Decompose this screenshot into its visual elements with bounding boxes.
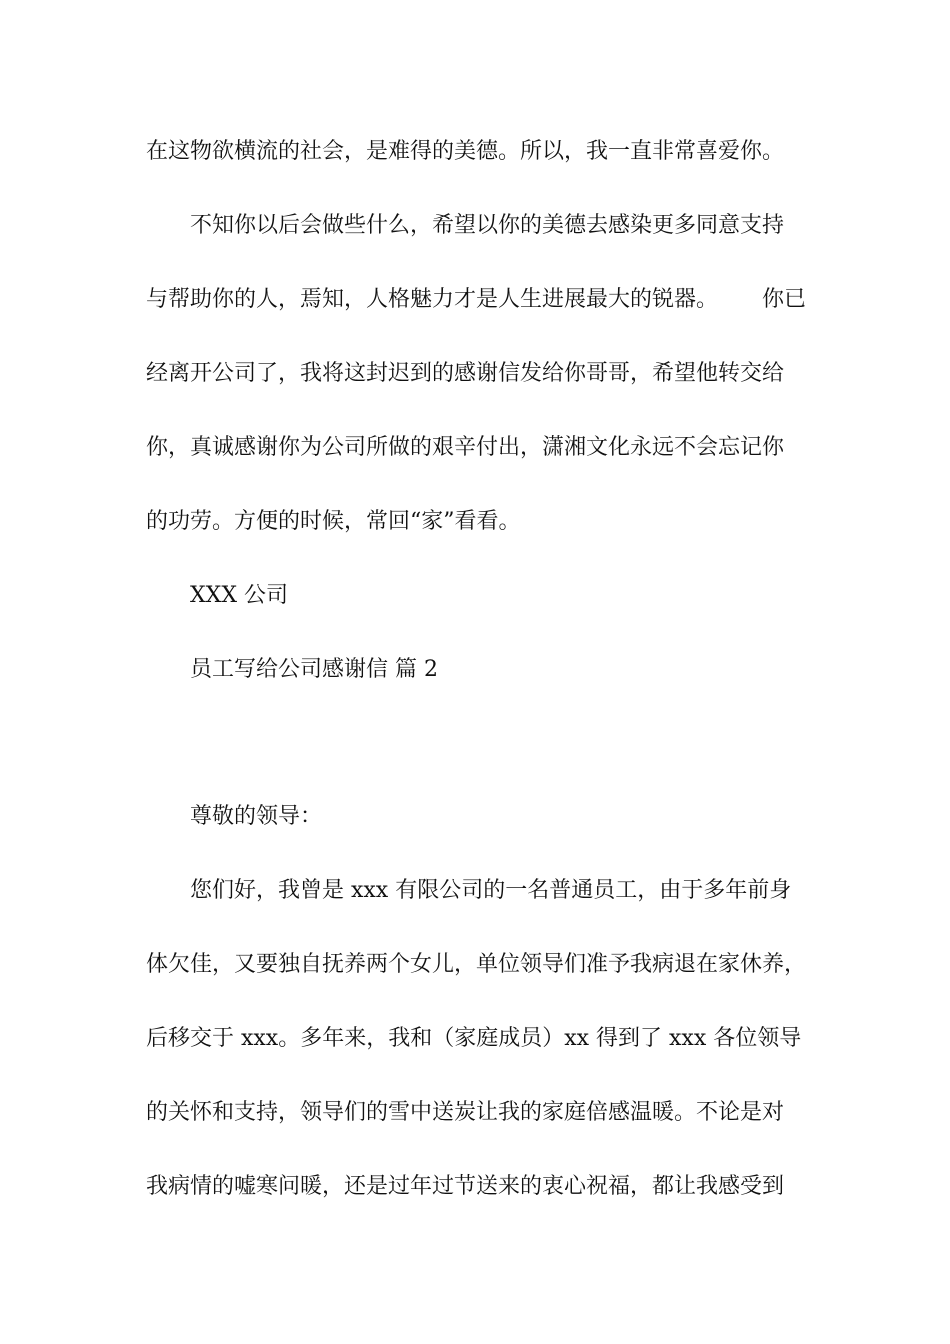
text-line: 你，真诚感谢你为公司所做的艰辛付出，潇湘文化永远不会忘记你: [146, 435, 785, 460]
text-line: 不知你以后会做些什么，希望以你的美德去感染更多同意支持: [190, 213, 785, 238]
text-line: 我病情的嘘寒问暖，还是过年过节送来的衷心祝福，都让我感受到: [146, 1174, 785, 1199]
text-line: 经离开公司了，我将这封迟到的感谢信发给你哥哥，希望他转交给: [146, 361, 785, 386]
text-line: 后移交于 xxx。多年来，我和（家庭成员）xx 得到了 xxx 各位领导: [146, 1026, 802, 1051]
company-signature: XXX 公司: [190, 583, 288, 608]
text-line-tail: 你已: [762, 287, 807, 312]
section-title: 员工写给公司感谢信 篇 2: [190, 657, 438, 682]
text-line: 的功劳。方便的时候，常回“家”看看。: [146, 509, 521, 534]
text-line: 的关怀和支持，领导们的雪中送炭让我的家庭倍感温暖。不论是对: [146, 1100, 785, 1125]
text-line: 与帮助你的人，焉知，人格魅力才是人生进展最大的锐器。: [146, 287, 719, 312]
text-line: 您们好，我曾是 xxx 有限公司的一名普通员工，由于多年前身: [190, 878, 792, 903]
salutation: 尊敬的领导：: [190, 804, 323, 829]
text-line: 在这物欲横流的社会，是难得的美德。所以，我一直非常喜爱你。: [146, 139, 785, 164]
text-line: 体欠佳，又要独自抚养两个女儿，单位领导们准予我病退在家休养，: [146, 952, 807, 977]
